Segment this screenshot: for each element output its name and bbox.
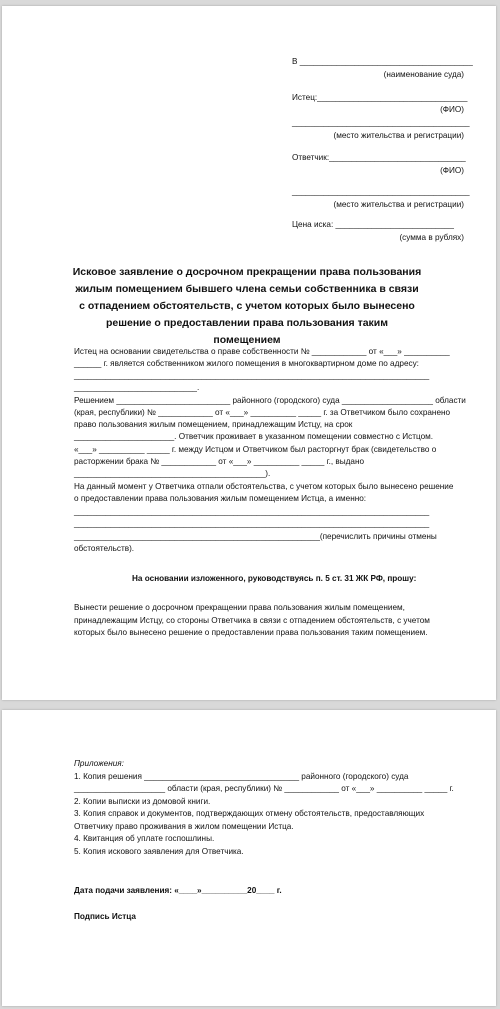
body-line: о предоставлении права пользования жилым помещением Истца, а именно:: [74, 494, 367, 503]
document-page-1: [2, 6, 496, 700]
body-line: право пользования жилым помещением, принадлежащим Истцу, на срок: [74, 420, 353, 429]
document-page-2: [2, 710, 496, 1006]
body-line: Истец на основании свидетельства о праве собственности № ____________ от «___» __________: [74, 347, 450, 356]
signature-label: Подпись Истца: [74, 912, 136, 921]
body-line: ______________________________________________________(перечислить причины отмены: [74, 532, 437, 541]
claim-price-line: Цена иска: __________________________: [292, 220, 454, 229]
defendant-address-caption: (место жительства и регистрации): [333, 200, 464, 209]
claim-price-caption: (сумма в рублях): [399, 233, 464, 242]
appendix-line: 2. Копии выписки из домовой книги.: [74, 797, 211, 806]
body-line: обстоятельств).: [74, 544, 135, 553]
body-line: (края, республики) № ____________ от «___» __________ _____ г. за Ответчиком было сохранено: [74, 408, 451, 417]
body-line: ______________________________________________________________________________: [74, 507, 430, 516]
appendix-line: Ответчику право проживания в жилом помещении Истца.: [74, 822, 294, 831]
appendix-line: 1. Копия решения __________________________________ районного (городского) суда: [74, 772, 409, 781]
document-title: Исковое заявление о досрочном прекращении права пользования жилым помещением бывшего члена семьи собственника в связи с отпадением обстоятельств, с учетом которых было вынесено решение о предоставлении права пользования таким помещением: [72, 266, 422, 346]
request-line: которых было вынесено решение о предоставлении права пользования таким помещением.: [74, 628, 428, 637]
plaintiff-address-caption: (место жительства и регистрации): [333, 131, 464, 140]
defendant-caption: (ФИО): [440, 166, 464, 175]
body-line: ______________________________________________________________________________: [74, 519, 430, 528]
plaintiff-address-line: _______________________________________: [292, 118, 470, 127]
request-line: Вынести решение о досрочном прекращении права пользования жилым помещением,: [74, 603, 405, 612]
body-line: __________________________________________).: [74, 469, 271, 478]
body-line: «___» __________ _____ г. между Истцом и Ответчиком был расторгнут брак (свидетельство о: [74, 445, 437, 454]
plaintiff-caption: (ФИО): [440, 105, 464, 114]
appendix-title: Приложения:: [74, 759, 124, 768]
body-line: На данный момент у Ответчика отпали обстоятельства, с учетом которых было вынесено решение: [74, 482, 454, 491]
body-line: Решением _________________________ районного (городского) суда ____________________ области: [74, 396, 466, 405]
request-line: принадлежащим Истцу, со стороны Ответчика в связи с отпадением обстоятельств, с учетом: [74, 616, 430, 625]
appendix-line: 4. Квитанция об уплате госпошлины.: [74, 834, 215, 843]
body-line: ______________________. Ответчик проживает в указанном помещении совместно с Истцом.: [74, 432, 434, 441]
plaintiff-line: Истец:_________________________________: [292, 93, 468, 102]
appendix-line: ____________________ области (края, республики) № ____________ от «___» __________ _____ г.: [74, 784, 454, 793]
body-line: ___________________________.: [74, 383, 200, 392]
body-line: ______ г. является собственником жилого помещения в многоквартирном доме по адресу:: [74, 359, 419, 368]
court-line: В ______________________________________: [292, 57, 473, 66]
appendix-line: 5. Копия искового заявления для Ответчика.: [74, 847, 244, 856]
request-heading: На основании изложенного, руководствуясь п. 5 ст. 31 ЖК РФ, прошу:: [132, 574, 417, 583]
appendix-line: 3. Копия справок и документов, подтверждающих отмену обстоятельств, предоставляющих: [74, 809, 425, 818]
body-line: ______________________________________________________________________________: [74, 371, 430, 380]
filing-date: Дата подачи заявления: «____»__________20____ г.: [74, 886, 282, 895]
court-caption: (наименование суда): [383, 70, 464, 79]
defendant-address-line: _______________________________________: [292, 187, 470, 196]
body-line: расторжении брака № ____________ от «___» __________ _____ г., выдано: [74, 457, 365, 466]
defendant-line: Ответчик:______________________________: [292, 153, 466, 162]
